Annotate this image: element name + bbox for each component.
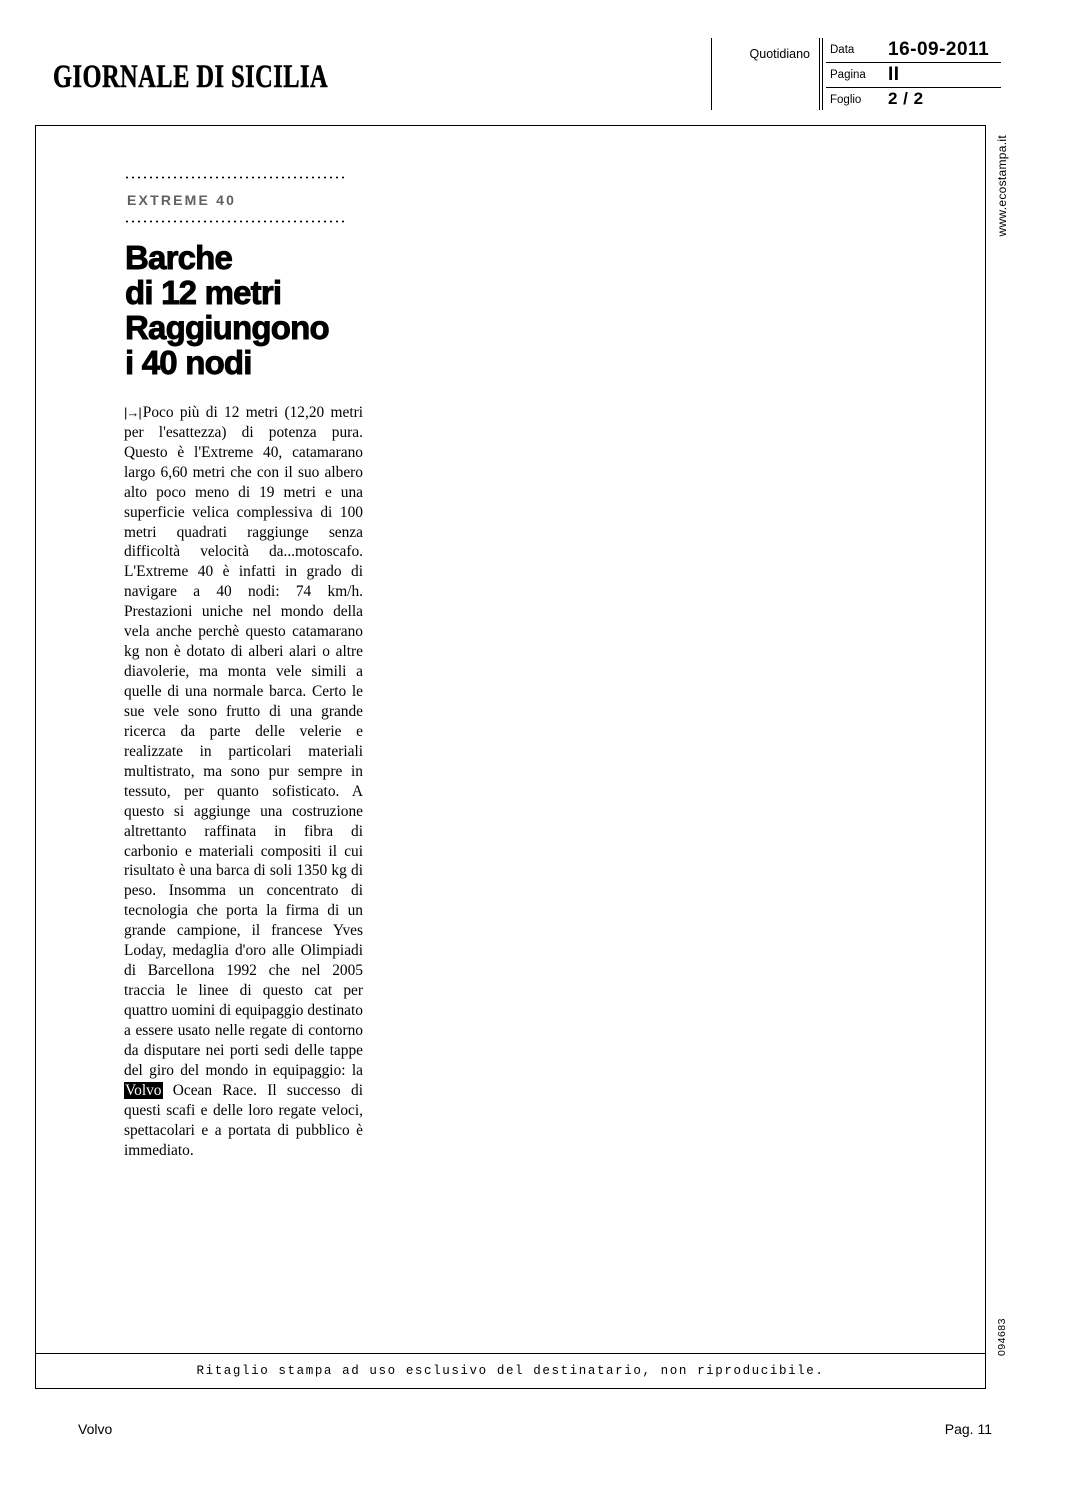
meta-divider-inner	[822, 38, 823, 110]
meta-row-pagina	[826, 63, 1001, 88]
headline-line-1: Barche	[125, 239, 233, 276]
meta-value-pagina: II	[888, 64, 900, 85]
article-headline	[125, 241, 364, 381]
meta-label-foglio: Foglio	[830, 94, 862, 106]
article	[124, 176, 364, 1176]
footer-subject: Volvo	[78, 1421, 113, 1437]
source-url-vertical: www.ecostampa.it	[995, 135, 1009, 237]
headline-line-3: Raggiungono	[125, 308, 329, 346]
article-body	[124, 403, 363, 1161]
masthead	[35, 38, 1000, 110]
meta-row-foglio	[826, 88, 1001, 112]
meta-rows	[826, 38, 1001, 110]
publication-title: GIORNALE DI SICILIA	[53, 58, 329, 95]
clipping-code-vertical: 094683	[996, 1318, 1008, 1357]
meta-label-pagina: Pagina	[830, 69, 866, 81]
rule-bottom	[124, 220, 348, 223]
body-part-2: Ocean Race. Il successo di questi scafi e delle loro regate veloci, spettacolari e a portata di pubblico è immediato.	[124, 1081, 363, 1159]
highlight-term: Volvo	[125, 1081, 162, 1099]
meta-label-data: Data	[830, 44, 855, 56]
publication-kind: Quotidiano	[749, 47, 810, 61]
meta-value-data: 16-09-2011	[888, 39, 990, 60]
clipping-meta-box	[711, 38, 1001, 110]
clipping-frame	[35, 125, 986, 1389]
rule-top	[124, 176, 348, 179]
meta-divider	[819, 38, 820, 110]
footer-page-number: Pag. 11	[944, 1421, 992, 1437]
body-part-1: Poco più di 12 metri (12,20 metri per l'esattezza) di potenza pura. Questo è l'Extreme 40, catamarano largo 6,60 metri che con il suo albero alto poco meno di 19 metri e una superficie velica complessiva di 100 metri quadrati raggiunge senza difficoltà velocità da...motoscafo. L'Extreme 40 è infatti in grado di navigare a 40 nodi: 74 km/h. Prestazioni uniche nel mondo della vela anche perchè questo catamarano kg non è dotato di alberi alari o altre diavolerie, ma monta vele simili a quelle di una normale barca. Certo le sue vele sono frutto di una grande ricerca da parte delle velerie e realizzate in particolari materiali multistrato, ma sono pur sempre in tessuto, per quanto sofisticato. A questo si aggiunge una costruzione altrettanto raffinata in fibra di carbonio e materiali compositi il cui risultato è una barca di soli 1350 kg di peso. Insomma un concentrato di tecnologia che porta la firma di un grande campione, il francese Yves Loday, medaglia d'oro alle Olimpiadi di Barcellona 1992 che nel 2005 traccia le linee di questo cat per quattro uomini di equipaggio destinato a essere usato nelle regate di contorno da disputare nei porti sedi delle tappe del giro del mondo in equipaggio: la	[124, 403, 363, 1079]
meta-row-data	[826, 38, 1001, 63]
clipping-notice: Ritaglio stampa ad uso esclusivo del destinatario, non riproducibile.	[196, 1364, 825, 1378]
meta-value-foglio: 2 / 2	[888, 89, 924, 108]
headline-line-4: i 40 nodi	[125, 343, 252, 381]
article-kicker: EXTREME 40	[127, 192, 237, 208]
headline-line-2: di 12 metri	[125, 273, 282, 311]
clipping-notice-bar	[36, 1353, 985, 1388]
lead-marker: |→|	[124, 404, 141, 420]
